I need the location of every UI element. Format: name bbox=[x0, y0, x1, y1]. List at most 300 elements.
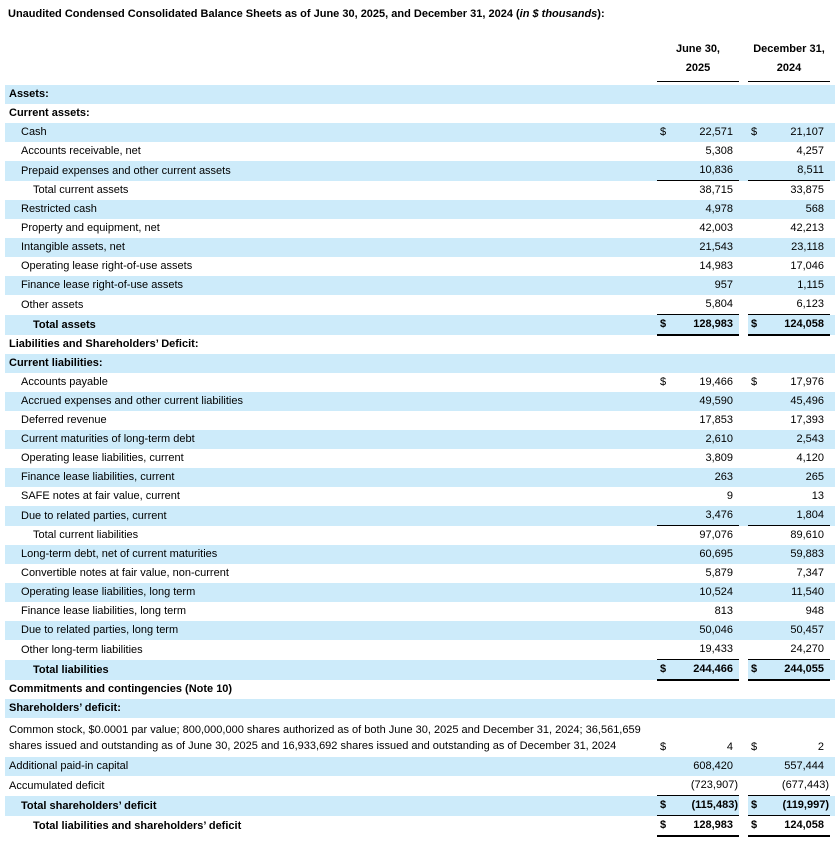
currency-symbol bbox=[657, 411, 675, 430]
table-row bbox=[5, 238, 835, 257]
table-row bbox=[5, 449, 835, 468]
column-gap-cell bbox=[739, 335, 748, 354]
currency-symbol bbox=[748, 621, 766, 640]
currency-symbol: $ bbox=[748, 123, 766, 142]
value-cell: 1,804 bbox=[766, 506, 830, 526]
value-cell: 3,809 bbox=[705, 452, 733, 464]
value-cell: 1,115 bbox=[766, 276, 830, 295]
row-edge-cell bbox=[830, 776, 835, 796]
row-edge-cell bbox=[830, 640, 835, 660]
value-cell: 45,496 bbox=[766, 392, 830, 411]
currency-symbol bbox=[748, 526, 766, 546]
row-edge-cell bbox=[830, 104, 835, 123]
table-row bbox=[5, 430, 835, 449]
value-cell: 23,118 bbox=[766, 238, 830, 257]
currency-symbol: $ bbox=[750, 741, 758, 753]
currency-symbol bbox=[748, 161, 766, 181]
row-edge-cell bbox=[830, 85, 835, 104]
currency-symbol bbox=[657, 699, 675, 718]
table-row bbox=[5, 796, 835, 816]
value-cell bbox=[766, 104, 830, 123]
value-cell: 50,046 bbox=[675, 621, 739, 640]
column-gap-cell bbox=[739, 718, 748, 757]
currency-symbol bbox=[748, 85, 766, 104]
currency-symbol bbox=[657, 335, 675, 354]
value-cell: 128,983 bbox=[675, 816, 739, 837]
currency-symbol bbox=[748, 487, 766, 506]
row-label: Liabilities and Shareholders’ Deficit: bbox=[9, 338, 199, 350]
value-cell: 568 bbox=[766, 200, 830, 219]
table-row bbox=[5, 142, 835, 161]
currency-symbol bbox=[748, 238, 766, 257]
row-edge-cell bbox=[830, 621, 835, 640]
currency-symbol bbox=[657, 200, 675, 219]
value-cell: 60,695 bbox=[675, 545, 739, 564]
row-edge-cell bbox=[830, 430, 835, 449]
value-cell: 17,853 bbox=[699, 414, 733, 426]
currency-symbol bbox=[748, 640, 766, 660]
column-gap-cell bbox=[739, 123, 748, 142]
currency-symbol bbox=[748, 219, 766, 238]
currency-symbol bbox=[657, 257, 675, 276]
column-header-june-2025 bbox=[657, 21, 739, 82]
currency-symbol bbox=[748, 276, 766, 295]
row-edge-cell bbox=[830, 219, 835, 238]
header-edge-cell bbox=[830, 21, 835, 82]
table-row bbox=[5, 200, 835, 219]
column-header-line2: 2025 bbox=[685, 62, 711, 74]
currency-symbol: $ bbox=[657, 816, 675, 837]
table-row bbox=[5, 545, 835, 564]
header-empty-cell bbox=[5, 21, 657, 82]
table-body bbox=[5, 85, 835, 836]
currency-symbol bbox=[748, 411, 766, 430]
currency-symbol bbox=[748, 680, 766, 699]
value-cell: 10,524 bbox=[675, 583, 739, 602]
row-edge-cell bbox=[830, 161, 835, 181]
table-row bbox=[5, 621, 835, 640]
column-gap-cell bbox=[739, 621, 748, 640]
table-row bbox=[5, 757, 835, 776]
row-label: Operating lease liabilities, current bbox=[21, 452, 184, 464]
column-gap-cell bbox=[739, 640, 748, 660]
value-cell: 263 bbox=[675, 468, 739, 487]
row-label: Operating lease right-of-use assets bbox=[21, 260, 193, 272]
value-cell bbox=[675, 699, 739, 718]
currency-symbol bbox=[657, 276, 675, 295]
column-gap-cell bbox=[739, 564, 748, 583]
column-gap-cell bbox=[739, 161, 748, 181]
value-cell: 3,476 bbox=[675, 506, 739, 526]
table-row bbox=[5, 104, 835, 123]
value-cell: 14,983 bbox=[699, 260, 733, 272]
value-cell: (723,907) bbox=[675, 776, 739, 796]
value-cell: 244,466 bbox=[675, 660, 739, 681]
row-edge-cell bbox=[830, 602, 835, 621]
column-header-line2: 2024 bbox=[776, 62, 802, 74]
currency-symbol bbox=[657, 430, 675, 449]
currency-symbol bbox=[748, 757, 766, 776]
column-header-december-2024 bbox=[748, 21, 830, 82]
currency-symbol bbox=[657, 392, 675, 411]
value-cell bbox=[675, 335, 739, 354]
column-gap-cell bbox=[739, 583, 748, 602]
currency-symbol: $ bbox=[748, 660, 766, 681]
column-gap-cell bbox=[739, 104, 748, 123]
row-edge-cell bbox=[830, 315, 835, 336]
table-row bbox=[5, 776, 835, 796]
currency-symbol bbox=[657, 449, 675, 468]
value-cell: 2,543 bbox=[766, 430, 830, 449]
row-edge-cell bbox=[830, 468, 835, 487]
table-row bbox=[5, 680, 835, 699]
value-cell: 948 bbox=[805, 605, 824, 617]
row-edge-cell bbox=[830, 373, 835, 392]
currency-symbol: $ bbox=[657, 796, 675, 816]
value-cell: 5,308 bbox=[705, 145, 733, 157]
value-cell bbox=[675, 104, 739, 123]
column-gap-cell bbox=[739, 181, 748, 201]
row-label: Assets: bbox=[5, 85, 657, 104]
value-cell: (119,997) bbox=[766, 796, 830, 816]
balance-sheet-table bbox=[5, 21, 835, 837]
column-gap-cell bbox=[739, 602, 748, 621]
row-edge-cell bbox=[830, 181, 835, 201]
value-cell: 22,571 bbox=[675, 123, 739, 142]
currency-symbol: $ bbox=[659, 741, 667, 753]
row-label: Commitments and contingencies (Note 10) bbox=[9, 683, 233, 695]
value-cell: 128,983 bbox=[675, 315, 739, 336]
table-row bbox=[5, 660, 835, 681]
currency-symbol bbox=[657, 545, 675, 564]
value-cell: 813 bbox=[714, 605, 733, 617]
value-cell: 21,543 bbox=[675, 238, 739, 257]
value-cell bbox=[675, 85, 739, 104]
row-label: Other long-term liabilities bbox=[21, 643, 143, 656]
row-edge-cell bbox=[830, 718, 835, 757]
value-cell: (115,483) bbox=[675, 796, 739, 816]
currency-symbol bbox=[748, 430, 766, 449]
row-label: Finance lease right-of-use assets bbox=[5, 276, 657, 295]
table-row bbox=[5, 161, 835, 181]
value-cell: 608,420 bbox=[675, 757, 739, 776]
column-gap-cell bbox=[739, 680, 748, 699]
column-gap-cell bbox=[739, 449, 748, 468]
currency-symbol bbox=[657, 219, 675, 238]
row-label: Operating lease liabilities, long term bbox=[5, 583, 657, 602]
row-edge-cell bbox=[830, 680, 835, 699]
row-label: Total liabilities bbox=[5, 660, 657, 681]
column-gap-cell bbox=[739, 200, 748, 219]
value-cell: 7,347 bbox=[796, 567, 824, 579]
row-label: Shareholders’ deficit: bbox=[5, 699, 657, 718]
column-gap-cell bbox=[739, 776, 748, 796]
column-gap-cell bbox=[739, 392, 748, 411]
currency-symbol bbox=[657, 776, 675, 796]
column-gap-cell bbox=[739, 315, 748, 336]
row-label: Deferred revenue bbox=[21, 414, 107, 426]
row-edge-cell bbox=[830, 335, 835, 354]
value-cell: 4,120 bbox=[796, 452, 824, 464]
value-cell: 89,610 bbox=[790, 529, 824, 541]
table-row bbox=[5, 123, 835, 142]
table-row bbox=[5, 583, 835, 602]
row-edge-cell bbox=[830, 142, 835, 161]
column-gap-cell bbox=[739, 295, 748, 315]
row-label: Prepaid expenses and other current assets bbox=[5, 161, 657, 181]
currency-symbol bbox=[657, 161, 675, 181]
value-cell: 4 bbox=[726, 741, 733, 753]
currency-symbol bbox=[657, 238, 675, 257]
value-cell: 13 bbox=[811, 490, 824, 502]
row-label: Intangible assets, net bbox=[5, 238, 657, 257]
row-edge-cell bbox=[830, 354, 835, 373]
currency-symbol bbox=[748, 295, 766, 315]
currency-symbol bbox=[657, 468, 675, 487]
column-gap-cell bbox=[739, 796, 748, 816]
table-row bbox=[5, 392, 835, 411]
column-gap-cell bbox=[739, 276, 748, 295]
title-suffix: ): bbox=[597, 8, 605, 20]
row-label: Long-term debt, net of current maturities bbox=[5, 545, 657, 564]
currency-symbol bbox=[748, 545, 766, 564]
column-gap-cell bbox=[739, 430, 748, 449]
row-edge-cell bbox=[830, 506, 835, 526]
value-cell bbox=[766, 680, 830, 699]
column-header-row bbox=[5, 21, 835, 82]
row-label: Total shareholders’ deficit bbox=[5, 796, 657, 816]
currency-symbol bbox=[657, 680, 675, 699]
value-cell bbox=[766, 85, 830, 104]
row-label: Current liabilities: bbox=[5, 354, 657, 373]
column-gap-cell bbox=[739, 660, 748, 681]
currency-symbol bbox=[748, 583, 766, 602]
row-label: Total liabilities and shareholders’ deficit bbox=[33, 820, 242, 832]
row-edge-cell bbox=[830, 796, 835, 816]
table-row bbox=[5, 257, 835, 276]
value-cell: 5,879 bbox=[705, 567, 733, 579]
currency-symbol bbox=[657, 640, 675, 660]
row-edge-cell bbox=[830, 660, 835, 681]
value-cell: 10,836 bbox=[675, 161, 739, 181]
row-label: Current maturities of long-term debt bbox=[5, 430, 657, 449]
table-row bbox=[5, 640, 835, 660]
header-gap-cell bbox=[739, 21, 748, 82]
value-cell: 21,107 bbox=[766, 123, 830, 142]
table-row bbox=[5, 295, 835, 315]
row-label: Total current assets bbox=[33, 184, 129, 196]
row-edge-cell bbox=[830, 816, 835, 837]
table-row bbox=[5, 85, 835, 104]
row-label: Accounts receivable, net bbox=[21, 145, 141, 157]
currency-symbol: $ bbox=[659, 376, 667, 388]
table-row bbox=[5, 718, 835, 757]
column-gap-cell bbox=[739, 411, 748, 430]
currency-symbol bbox=[657, 506, 675, 526]
row-label: Cash bbox=[5, 123, 657, 142]
row-edge-cell bbox=[830, 276, 835, 295]
value-cell: 59,883 bbox=[766, 545, 830, 564]
table-row bbox=[5, 487, 835, 506]
currency-symbol bbox=[748, 392, 766, 411]
column-gap-cell bbox=[739, 219, 748, 238]
row-edge-cell bbox=[830, 699, 835, 718]
value-cell: 957 bbox=[675, 276, 739, 295]
value-cell: 6,123 bbox=[766, 295, 830, 315]
currency-symbol bbox=[748, 449, 766, 468]
column-gap-cell bbox=[739, 545, 748, 564]
row-edge-cell bbox=[830, 392, 835, 411]
row-edge-cell bbox=[830, 449, 835, 468]
column-gap-cell bbox=[739, 85, 748, 104]
currency-symbol bbox=[657, 104, 675, 123]
currency-symbol: $ bbox=[748, 816, 766, 837]
column-gap-cell bbox=[739, 699, 748, 718]
table-row bbox=[5, 699, 835, 718]
column-gap-cell bbox=[739, 257, 748, 276]
column-gap-cell bbox=[739, 487, 748, 506]
currency-symbol bbox=[657, 564, 675, 583]
row-edge-cell bbox=[830, 257, 835, 276]
title-italic-text: in $ thousands bbox=[519, 8, 598, 20]
currency-symbol bbox=[748, 468, 766, 487]
value-cell: 17,393 bbox=[790, 414, 824, 426]
value-cell bbox=[675, 680, 739, 699]
column-gap-cell bbox=[739, 757, 748, 776]
row-label: Due to related parties, long term bbox=[5, 621, 657, 640]
currency-symbol bbox=[748, 142, 766, 161]
value-cell: 124,058 bbox=[766, 315, 830, 336]
value-cell: 19,466 bbox=[699, 376, 733, 388]
value-cell: 17,976 bbox=[790, 376, 824, 388]
column-gap-cell bbox=[739, 373, 748, 392]
row-label: Property and equipment, net bbox=[21, 222, 160, 234]
column-gap-cell bbox=[739, 468, 748, 487]
currency-symbol bbox=[657, 602, 675, 621]
row-edge-cell bbox=[830, 487, 835, 506]
currency-symbol bbox=[657, 757, 675, 776]
column-gap-cell bbox=[739, 142, 748, 161]
table-row bbox=[5, 276, 835, 295]
currency-symbol bbox=[748, 506, 766, 526]
currency-symbol: $ bbox=[657, 123, 675, 142]
value-cell bbox=[766, 335, 830, 354]
currency-symbol bbox=[657, 487, 675, 506]
row-edge-cell bbox=[830, 526, 835, 546]
currency-symbol: $ bbox=[748, 796, 766, 816]
currency-symbol bbox=[748, 354, 766, 373]
row-label: Convertible notes at fair value, non-current bbox=[21, 567, 229, 579]
row-label: Total assets bbox=[5, 315, 657, 336]
value-cell: 11,540 bbox=[766, 583, 830, 602]
currency-symbol bbox=[748, 335, 766, 354]
currency-symbol bbox=[748, 776, 766, 796]
value-cell: 49,590 bbox=[675, 392, 739, 411]
currency-symbol bbox=[657, 354, 675, 373]
column-gap-cell bbox=[739, 526, 748, 546]
row-label: Restricted cash bbox=[5, 200, 657, 219]
value-cell: 2,610 bbox=[675, 430, 739, 449]
page-title bbox=[8, 8, 827, 21]
row-label: Current assets: bbox=[9, 107, 90, 119]
value-cell: 97,076 bbox=[699, 529, 733, 541]
value-cell: 38,715 bbox=[699, 184, 733, 196]
currency-symbol bbox=[748, 564, 766, 583]
value-cell bbox=[766, 699, 830, 718]
row-edge-cell bbox=[830, 564, 835, 583]
table-row bbox=[5, 219, 835, 238]
table-row bbox=[5, 468, 835, 487]
table-row bbox=[5, 816, 835, 837]
table-row bbox=[5, 181, 835, 201]
value-cell: (677,443) bbox=[766, 776, 830, 796]
value-cell: 33,875 bbox=[790, 184, 824, 196]
value-cell: 2 bbox=[817, 741, 824, 753]
table-row bbox=[5, 564, 835, 583]
currency-symbol bbox=[657, 142, 675, 161]
currency-symbol bbox=[657, 583, 675, 602]
row-edge-cell bbox=[830, 411, 835, 430]
value-cell: 8,511 bbox=[766, 161, 830, 181]
row-label: Total current liabilities bbox=[33, 529, 139, 541]
table-row bbox=[5, 354, 835, 373]
row-label: Accounts payable bbox=[21, 376, 108, 388]
row-edge-cell bbox=[830, 545, 835, 564]
currency-symbol bbox=[657, 621, 675, 640]
value-cell: 244,055 bbox=[766, 660, 830, 681]
row-label: Common stock, $0.0001 par value; 800,000,000 shares authorized as of both June 30, 2025 and December 31, 2024; 36,561,659 shares issued and outstanding as of June 30, 2025 and 16,933,692 shares issued and outstanding as of December 31, 2024 bbox=[9, 724, 641, 752]
row-edge-cell bbox=[830, 123, 835, 142]
currency-symbol bbox=[748, 602, 766, 621]
currency-symbol bbox=[748, 181, 766, 201]
value-cell: 5,804 bbox=[675, 295, 739, 315]
currency-symbol bbox=[748, 699, 766, 718]
currency-symbol bbox=[657, 85, 675, 104]
table-row bbox=[5, 315, 835, 336]
row-edge-cell bbox=[830, 295, 835, 315]
table-row bbox=[5, 335, 835, 354]
row-edge-cell bbox=[830, 757, 835, 776]
column-gap-cell bbox=[739, 506, 748, 526]
row-edge-cell bbox=[830, 200, 835, 219]
row-label: Other assets bbox=[21, 298, 84, 311]
value-cell: 24,270 bbox=[766, 640, 830, 660]
currency-symbol: $ bbox=[657, 660, 675, 681]
table-row bbox=[5, 526, 835, 546]
column-gap-cell bbox=[739, 816, 748, 837]
value-cell: 9 bbox=[726, 490, 733, 502]
table-row bbox=[5, 373, 835, 392]
currency-symbol bbox=[748, 104, 766, 123]
value-cell: 4,978 bbox=[675, 200, 739, 219]
value-cell bbox=[675, 354, 739, 373]
value-cell: 42,003 bbox=[699, 222, 733, 234]
value-cell: 265 bbox=[766, 468, 830, 487]
row-edge-cell bbox=[830, 238, 835, 257]
column-gap-cell bbox=[739, 238, 748, 257]
currency-symbol bbox=[748, 257, 766, 276]
row-label: Accrued expenses and other current liabilities bbox=[5, 392, 657, 411]
currency-symbol bbox=[748, 200, 766, 219]
title-text: Unaudited Condensed Consolidated Balance Sheets as of June 30, 2025, and December 31, 2024 ( bbox=[8, 8, 520, 20]
currency-symbol: $ bbox=[750, 376, 758, 388]
value-cell: 557,444 bbox=[766, 757, 830, 776]
row-label: Due to related parties, current bbox=[5, 506, 657, 526]
row-edge-cell bbox=[830, 583, 835, 602]
column-header-line1: December 31, bbox=[753, 43, 825, 55]
value-cell: 4,257 bbox=[796, 145, 824, 157]
column-header-line1: June 30, bbox=[675, 43, 720, 55]
